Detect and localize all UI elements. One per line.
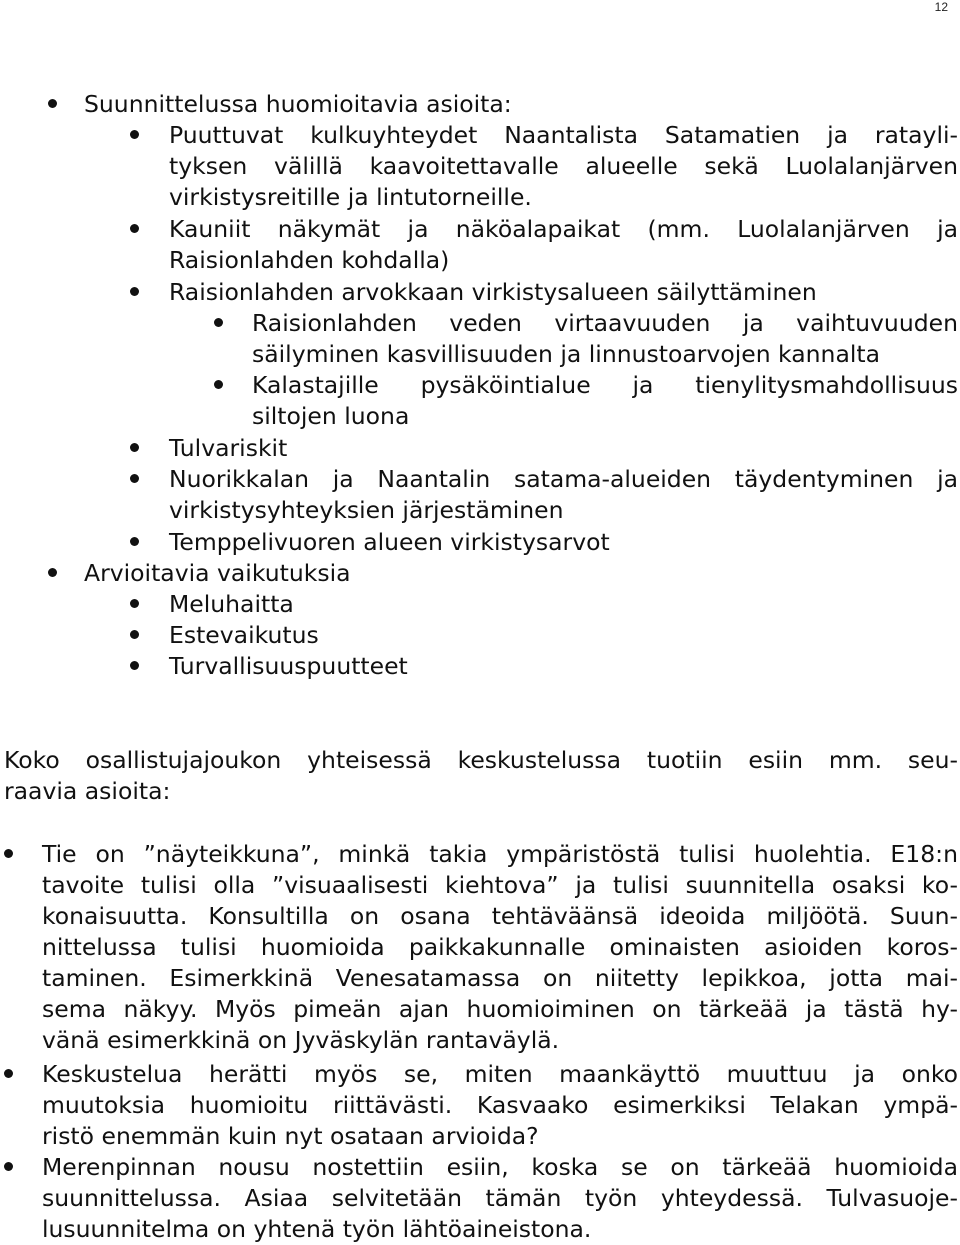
bullet [48,568,57,577]
list-item: Turvallisuuspuutteet [169,652,408,680]
list-item: Meluhaitta [169,590,294,618]
paragraph-line: lusuunnitelma on yhtenä työn lähtöaineistona. [42,1215,592,1243]
paragraph-line: Merenpinnan nousu nostettiin esiin, koska se on tärkeää huomioida [42,1153,958,1181]
page-number: 12 [934,0,948,14]
paragraph-line: konaisuutta. Konsultilla on osana tehtäväänsä ideoida miljöötä. Suun- [42,902,958,930]
paragraph-line: Keskustelua herätti myös se, miten maankäyttö muuttuu ja onko [42,1060,958,1088]
paragraph-line: muutoksia huomioitu riittävästi. Kasvaako esimerkiksi Telakan ympä- [42,1091,958,1119]
bullet [130,474,139,483]
list-item: Tulvariskit [169,434,288,462]
bullet [130,630,139,639]
list-item: Kalastajille pysäköintialue ja tienylitysmahdollisuus [252,371,958,399]
bullet [130,130,139,139]
paragraph-line: suunnittelussa. Asiaa selvitetään tämän työn yhteydessä. Tulvasuoje- [42,1184,958,1212]
list-item: Nuorikkalan ja Naantalin satama-alueiden täydentyminen ja [169,465,958,493]
paragraph-line: tavoite tulisi olla ”visuaalisesti kiehtova” ja tulisi suunnitella osaksi ko- [42,871,958,899]
bullet [48,99,57,108]
bullet [130,287,139,296]
list-item: Temppelivuoren alueen virkistysarvot [169,528,610,556]
paragraph-line: Tie on ”näyteikkuna”, minkä takia ympäristöstä tulisi huolehtia. E18:n [42,840,958,868]
bullet [130,224,139,233]
list-item-continuation: siltojen luona [252,402,410,430]
list-item-continuation: säilyminen kasvillisuuden ja linnustoarvojen kannalta [252,340,880,368]
bullet [4,1162,13,1171]
bullet [4,849,13,858]
list-item: Arvioitavia vaikutuksia [84,559,351,587]
paragraph-line: nittelussa tulisi huomioida paikkakunnalle ominaisten asioiden koros- [42,933,958,961]
paragraph-line: Koko osallistujajoukon yhteisessä keskustelussa tuotiin esiin mm. seu- [4,746,958,774]
paragraph-line: vänä esimerkkinä on Jyväskylän rantaväylä. [42,1026,560,1054]
list-item: Estevaikutus [169,621,319,649]
list-item: Suunnittelussa huomioitavia asioita: [84,90,512,118]
paragraph-line: raavia asioita: [4,777,171,805]
list-item-continuation: Raisionlahden kohdalla) [169,246,450,274]
bullet [214,380,223,389]
bullet [4,1069,13,1078]
list-item: Puuttuvat kulkuyhteydet Naantalista Satamatien ja ratayli- [169,121,958,149]
paragraph-line: ristö enemmän kuin nyt osataan arvioida? [42,1122,539,1150]
paragraph-line: taminen. Esimerkkinä Venesatamassa on niitetty lepikkoa, jotta mai- [42,964,958,992]
bullet [130,537,139,546]
paragraph-line: sema näkyy. Myös pimeän ajan huomioiminen on tärkeää ja tästä hy- [42,995,958,1023]
list-item: Kauniit näkymät ja näköalapaikat (mm. Luolalanjärven ja [169,215,958,243]
bullet [130,661,139,670]
bullet [130,443,139,452]
list-item: Raisionlahden veden virtaavuuden ja vaihtuvuuden [252,309,958,337]
bullet [214,318,223,327]
list-item: Raisionlahden arvokkaan virkistysalueen säilyttäminen [169,278,817,306]
list-item-continuation: virkistysyhteyksien järjestäminen [169,496,564,524]
list-item-continuation: virkistysreitille ja lintutorneille. [169,183,532,211]
list-item-continuation: tyksen välillä kaavoitettavalle alueelle sekä Luolalanjärven [169,152,958,180]
bullet [130,599,139,608]
